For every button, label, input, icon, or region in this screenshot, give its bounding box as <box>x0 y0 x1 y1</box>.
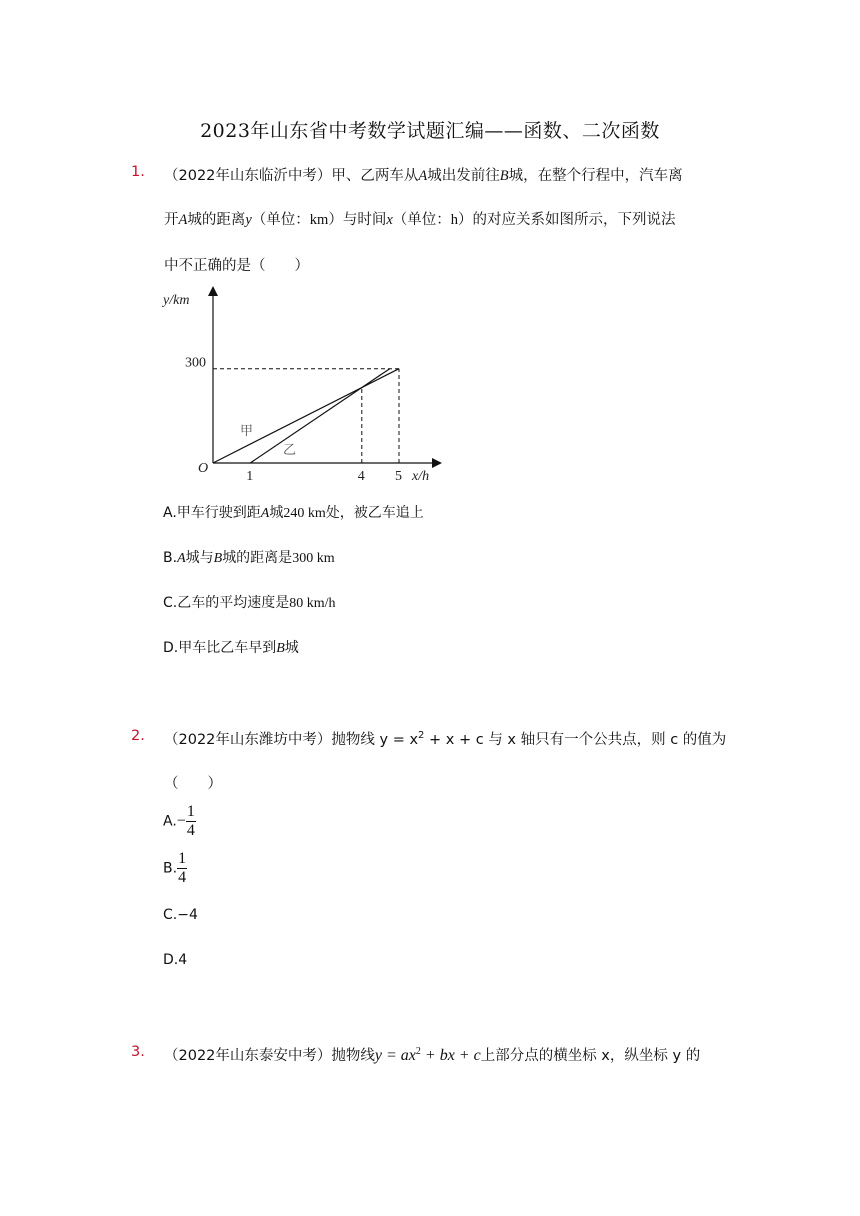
question-1-line-2 <box>164 208 676 229</box>
option-text: B. <box>163 550 178 566</box>
series-line <box>213 369 399 463</box>
y-tick-label: 300 <box>185 355 206 371</box>
denominator: 4 <box>186 822 195 839</box>
q1-text: ）与时间 <box>328 212 387 228</box>
var-a: A <box>418 168 428 184</box>
q2-text: 抛物线 y = x <box>331 732 419 748</box>
series-label: 甲 <box>240 423 254 438</box>
series-label: 乙 <box>283 442 297 457</box>
option-text: C.乙车的平均速度是 <box>163 595 290 611</box>
q2-option-d[interactable]: D.4 <box>163 952 188 968</box>
unit-km: km <box>309 212 329 228</box>
numerator: 1 <box>178 850 187 867</box>
q1-text: ）的对应关系如图所示，下列说法 <box>458 212 676 228</box>
option-text: B. <box>163 860 178 877</box>
option-text: A.甲车行驶到距 <box>163 505 261 521</box>
question-2-line-2: （ ） <box>164 776 222 792</box>
fraction <box>177 850 187 887</box>
unit-h: h <box>450 212 459 228</box>
option-text: 城的距离是 <box>222 550 293 566</box>
exponent: 2 <box>415 1046 421 1058</box>
option-text: 城与 <box>185 550 214 566</box>
q2-option-a[interactable] <box>163 803 196 840</box>
q1-text: 城出发前往 <box>427 168 500 184</box>
q1-option-d[interactable] <box>163 637 299 657</box>
var-y: y <box>245 212 252 228</box>
question-1-number: 1. <box>131 164 145 180</box>
q2-option-c[interactable]: C.−4 <box>163 907 198 923</box>
x-tick-label: 4 <box>357 469 365 484</box>
y-axis-label: y/km <box>163 293 190 308</box>
formula: + bx + c <box>420 1047 481 1064</box>
q1-text: 甲、乙两车从 <box>331 168 419 184</box>
question-1-source: （2022年山东临沂中考） <box>164 168 332 184</box>
option-text: 城 <box>269 505 284 521</box>
option-value: 300 km <box>292 551 335 566</box>
var-b: B <box>499 168 509 184</box>
question-2-number: 2. <box>131 728 145 744</box>
option-text: A. <box>163 813 177 830</box>
page-title: 2023年山东省中考数学试题汇编——函数、二次函数 <box>200 120 660 142</box>
var-a: A <box>177 551 186 566</box>
q2-option-b[interactable] <box>163 850 187 887</box>
numerator: 1 <box>186 803 195 820</box>
q3-text: 抛物线 <box>331 1048 375 1064</box>
question-2-source: （2022年山东潍坊中考） <box>164 732 332 748</box>
q1-option-b[interactable] <box>163 547 335 567</box>
question-3-source: （2022年山东泰安中考） <box>164 1048 332 1064</box>
denominator: 4 <box>178 869 187 886</box>
question-3-line-1 <box>164 1044 700 1065</box>
q3-text: 上部分点的横坐标 x，纵坐标 y 的 <box>480 1048 701 1064</box>
formula: y = ax <box>374 1047 416 1064</box>
q1-text: （单位： <box>251 212 310 228</box>
minus-sign: − <box>176 812 186 830</box>
option-text: 处，被乙车追上 <box>325 505 424 521</box>
option-value: 80 km/h <box>289 596 336 611</box>
x-tick-label: 5 <box>395 469 402 484</box>
q1-text: 城的距离 <box>187 212 246 228</box>
q1-option-a[interactable] <box>163 502 424 522</box>
question-1-line-1 <box>164 164 683 185</box>
q1-option-c[interactable] <box>163 592 336 612</box>
question-1-line-3: 中不正确的是（ ） <box>164 258 309 274</box>
var-b: B <box>276 641 285 656</box>
series-line <box>250 369 390 463</box>
q2-text: + x + c 与 x 轴只有一个公共点，则 c 的值为 <box>424 732 727 748</box>
option-text: 城 <box>284 640 299 656</box>
x-tick-label: 1 <box>246 469 254 484</box>
q1-text: （单位： <box>392 212 451 228</box>
fraction <box>186 803 196 840</box>
question-2-line-1 <box>164 728 726 749</box>
var-x: x <box>386 212 393 228</box>
option-text: D.甲车比乙车早到 <box>163 640 277 656</box>
q1-text: 开 <box>164 212 179 228</box>
x-axis-label: x/h <box>412 469 430 484</box>
var-b: B <box>213 551 223 566</box>
distance-time-chart <box>158 282 448 497</box>
question-3-number: 3. <box>131 1044 145 1060</box>
var-a: A <box>178 212 188 228</box>
origin-label: O <box>198 461 209 476</box>
q1-text: 城，在整个行程中，汽车离 <box>508 168 683 184</box>
option-value: 240 km <box>283 506 326 521</box>
exponent: 2 <box>418 730 425 742</box>
var-a: A <box>260 506 270 521</box>
